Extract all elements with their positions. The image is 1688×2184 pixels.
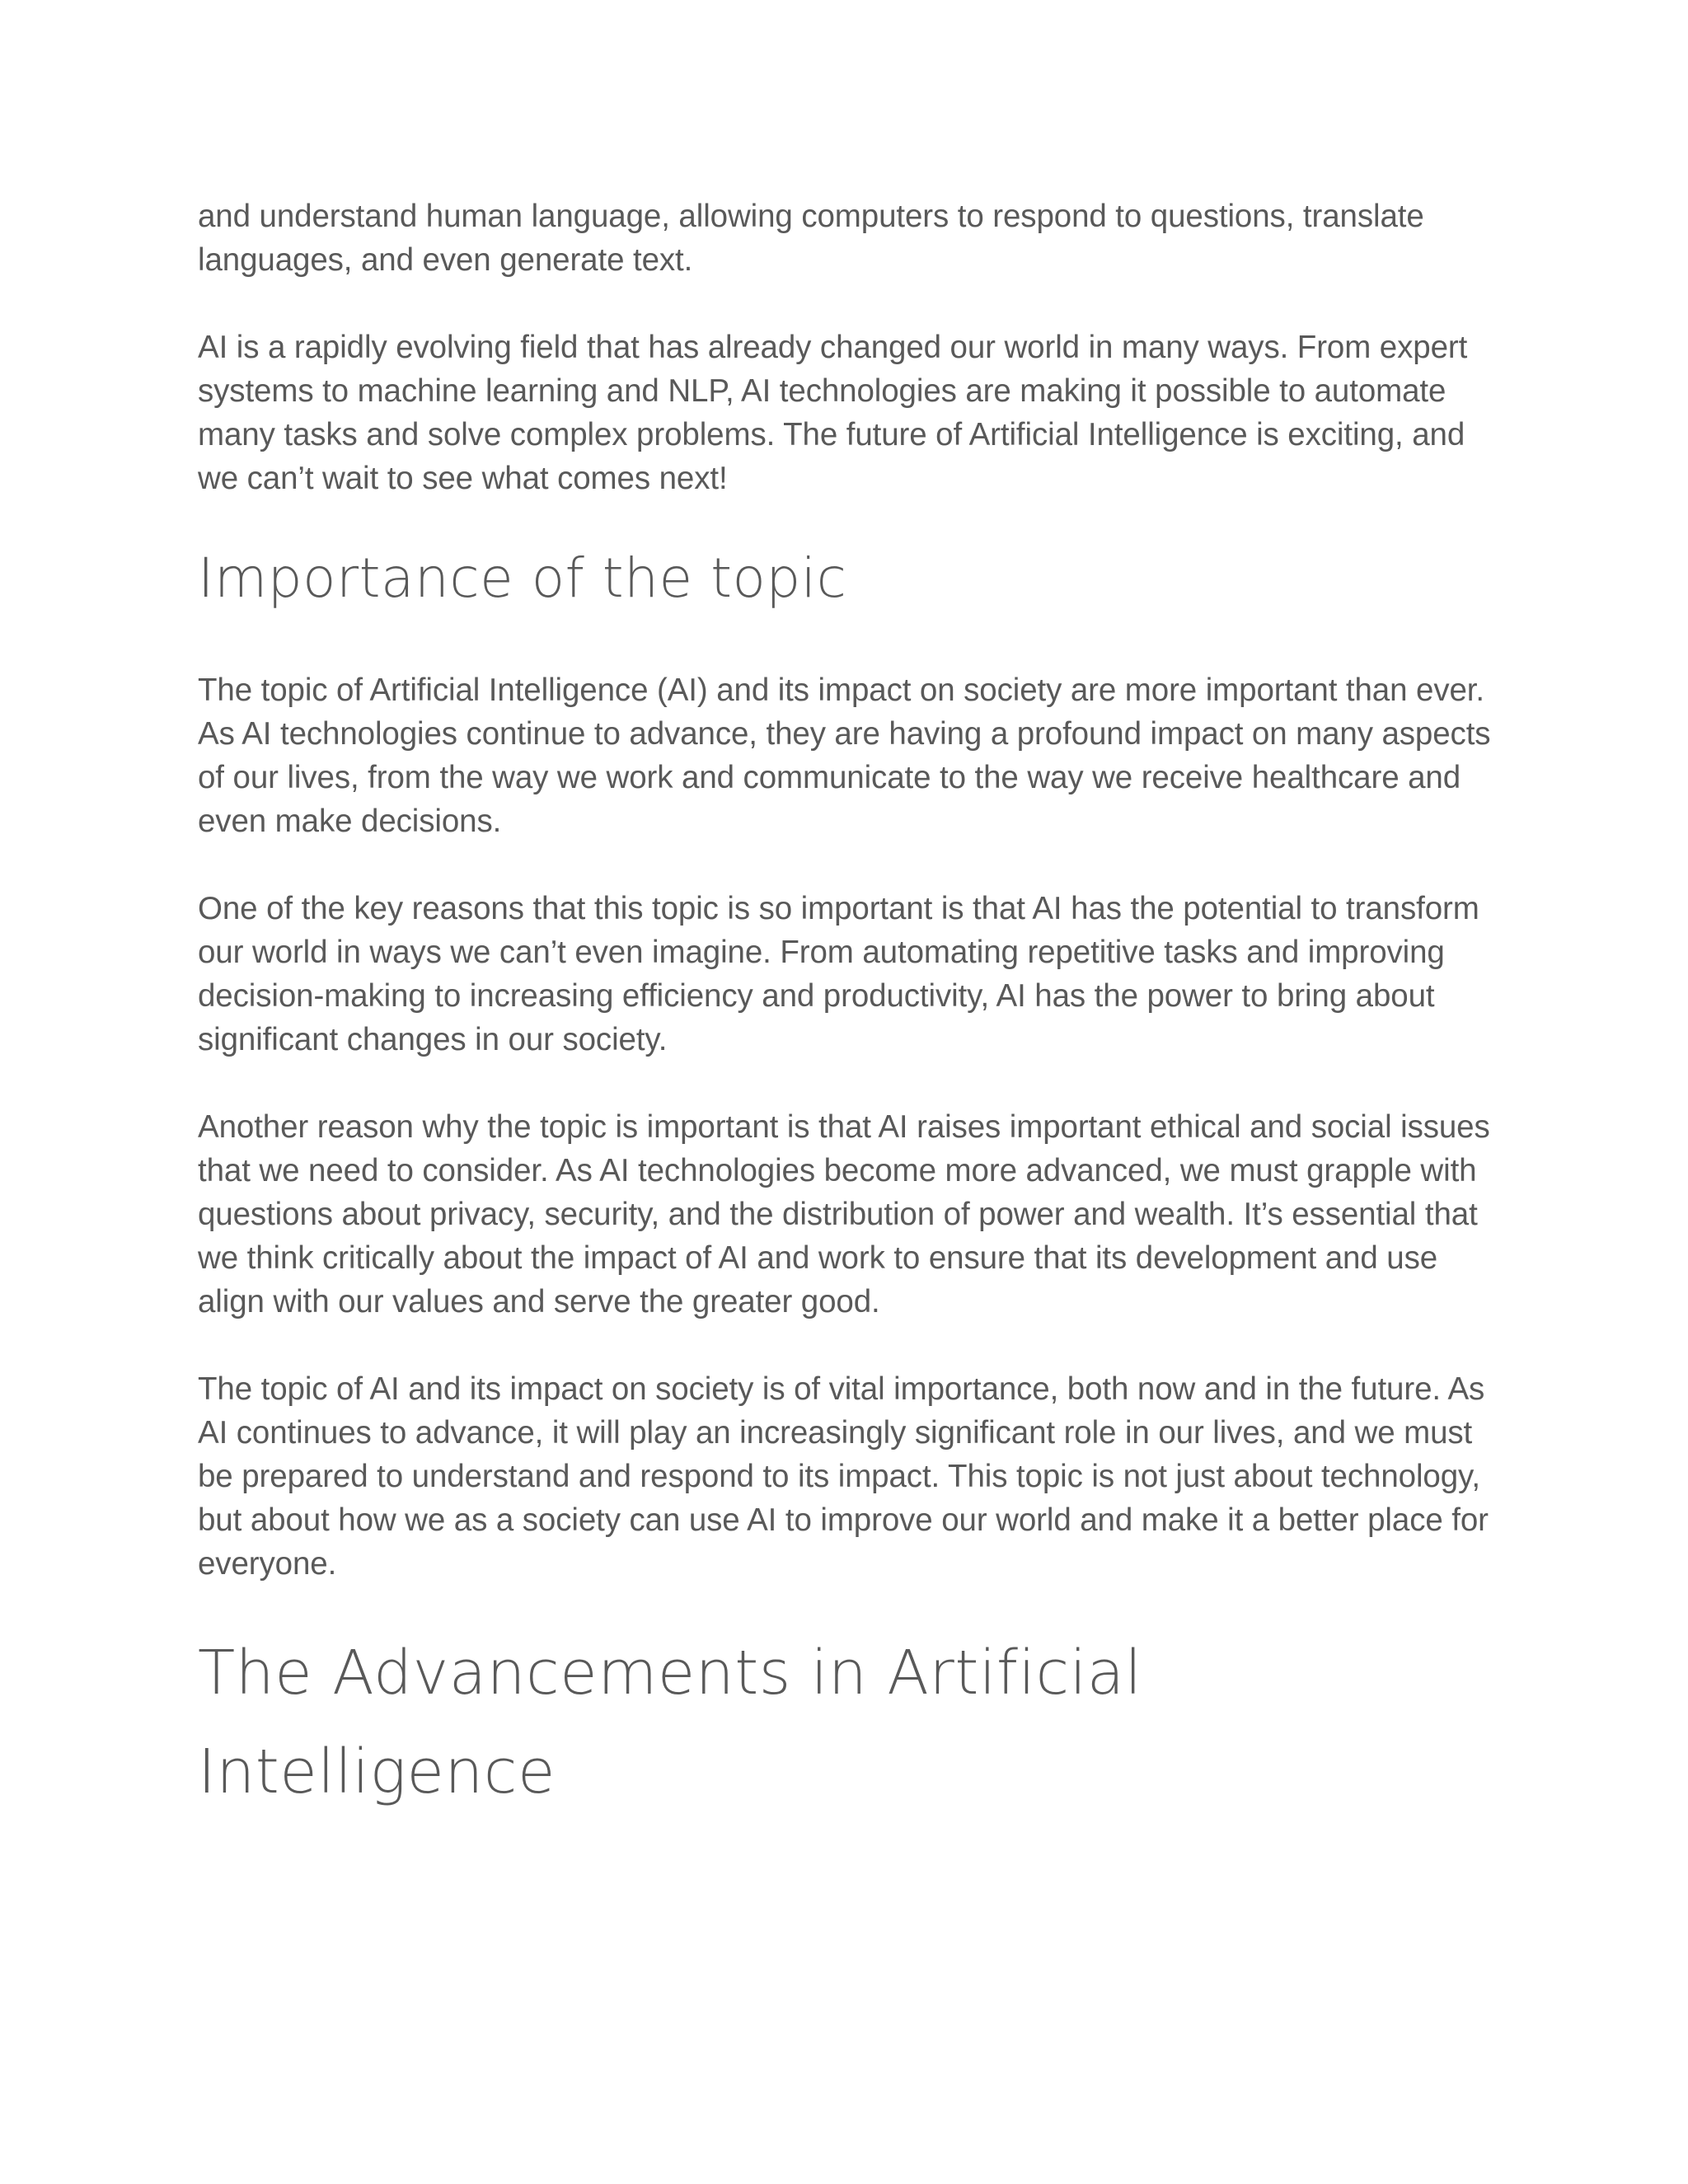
heading-advancements: The Advancements in Artificial Intelligence <box>198 1638 1142 1807</box>
document-body <box>198 194 1508 1821</box>
heading-importance: Importance of the topic <box>198 546 847 610</box>
importance-paragraph-2: One of the key reasons that this topic is so important is that AI has the potential to transform our world in ways we can’t even imagine. From automating repetitive tasks and improving decision-making to increasing efficiency and productivity, AI has the power to bring about significant changes in our society. <box>198 891 1479 1057</box>
importance-paragraph-3: Another reason why the topic is important is that AI raises important ethical and social issues that we need to consider. As AI technologies become more advanced, we must grapple with questions about privacy, security, and the distribution of power and wealth. It’s essential that we think critically about the impact of AI and work to ensure that its development and use align with our values and serve the greater good. <box>198 1109 1490 1319</box>
importance-paragraph-1: The topic of Artificial Intelligence (AI) and its impact on society are more important than ever. As AI technologies continue to advance, they are having a profound impact on many aspects of our lives, from the way we work and communicate to the way we receive healthcare and even make decisions. <box>198 673 1491 839</box>
intro-paragraph-2: AI is a rapidly evolving field that has already changed our world in many ways. From expert systems to machine learning and NLP, AI technologies are making it possible to automate many tasks and solve complex problems. The future of Artificial Intelligence is exciting, and we can’t wait to see what comes next! <box>198 330 1468 496</box>
importance-paragraph-4: The topic of AI and its impact on society is of vital importance, both now and in the future. As AI continues to advance, it will play an increasingly significant role in our lives, and we must be prepared to understand and respond to its impact. This topic is not just about technology, but about how we as a society can use AI to improve our world and make it a better place for everyone. <box>198 1371 1489 1582</box>
intro-paragraph-1: and understand human language, allowing computers to respond to questions, translate languages, and even generate text. <box>198 199 1424 278</box>
